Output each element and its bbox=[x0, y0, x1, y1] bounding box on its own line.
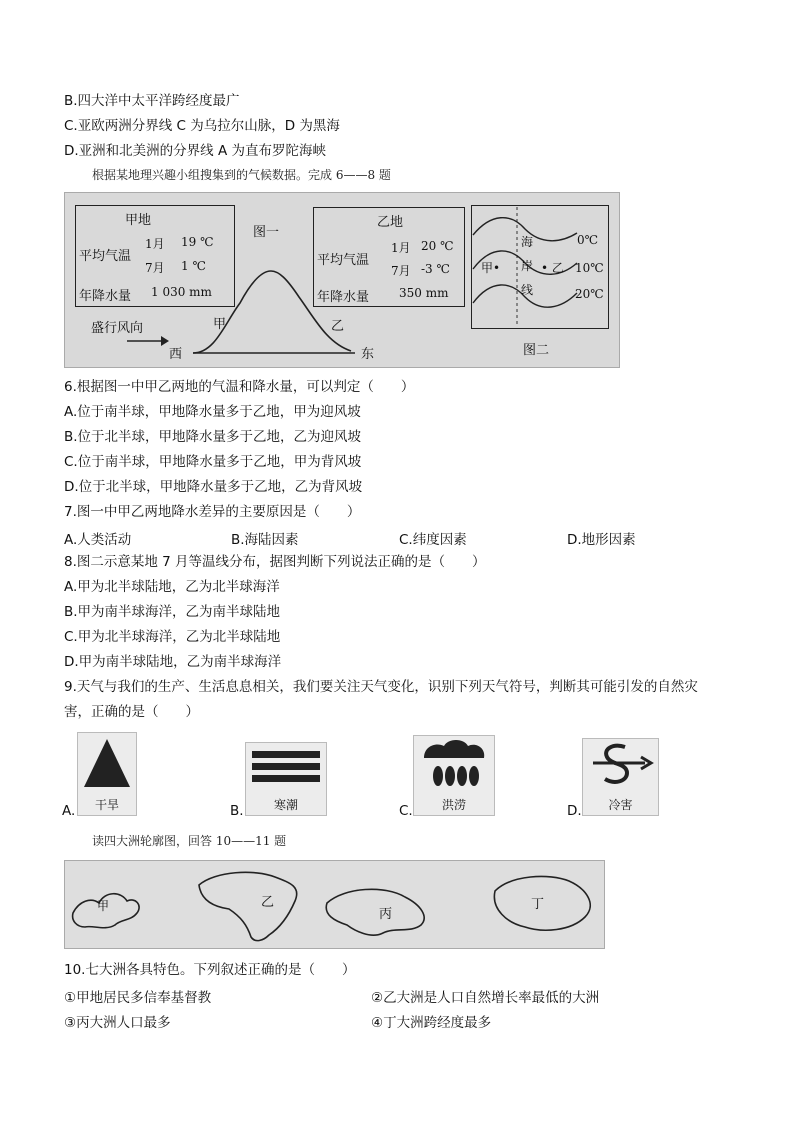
continent-outline-map bbox=[64, 860, 605, 949]
mountain-profile bbox=[65, 193, 475, 367]
jia-avg-temp-label: 平均气温 bbox=[79, 249, 132, 264]
yi-jul-label: 7月 bbox=[391, 264, 411, 278]
flood-rain-icon bbox=[414, 736, 494, 792]
cold-wave-bars-icon bbox=[246, 743, 326, 789]
q9-symbol-b-label: 寒潮 bbox=[273, 798, 298, 812]
q8-option-d: D.甲为南半球陆地，乙为南半球海洋 bbox=[64, 654, 282, 670]
yi-jul-temp: -3 ℃ bbox=[421, 262, 450, 276]
fig2-yi: • 乙 bbox=[541, 261, 564, 275]
isotherm-20: 20℃ bbox=[575, 287, 604, 301]
figure1-title: 图一 bbox=[253, 225, 280, 240]
yi-rain-label: 年降水量 bbox=[317, 290, 370, 305]
east-label: 东 bbox=[361, 347, 375, 362]
continent-outlines bbox=[65, 861, 604, 948]
option-d-asia-na: D.亚洲和北美洲的分界线 A 为直布罗陀海峡 bbox=[64, 143, 327, 159]
yi-jan-temp: 20 ℃ bbox=[421, 239, 454, 253]
jia-jan-label: 1月 bbox=[145, 237, 165, 251]
climate-figure bbox=[64, 192, 620, 368]
q6-option-d: D.位于北半球，甲地降水量多于乙地，乙为背风坡 bbox=[64, 479, 363, 495]
caption-10-11: 读四大洲轮廓图，回答 10——11 题 bbox=[92, 834, 287, 848]
coast-char-1: 海 bbox=[521, 235, 534, 249]
coast-char-3: 线 bbox=[521, 283, 534, 297]
q9-symbol-a-label: 干旱 bbox=[94, 798, 119, 812]
map-label-ding: 丁 bbox=[531, 897, 545, 912]
q7-option-d: D.地形因素 bbox=[567, 532, 636, 548]
q9-option-d: D. bbox=[567, 803, 582, 819]
drought-triangle-icon bbox=[78, 733, 136, 793]
jia-jul-temp: 1 ℃ bbox=[181, 259, 206, 273]
q6-option-a: A.位于南半球，甲地降水量多于乙地，甲为迎风坡 bbox=[64, 404, 361, 420]
jia-rain-value: 1 030 mm bbox=[151, 285, 212, 299]
option-c-europe-asia: C.亚欧两洲分界线 C 为乌拉尔山脉，D 为黑海 bbox=[64, 118, 340, 134]
jia-slope-label: 甲 bbox=[213, 317, 227, 332]
jia-jul-label: 7月 bbox=[145, 261, 165, 275]
q9-stem-line2: 害，正确的是（ ） bbox=[64, 704, 199, 720]
map-label-jia: 甲 bbox=[97, 899, 110, 913]
yi-jan-label: 1月 bbox=[391, 241, 411, 255]
q10-option-2: ②乙大洲是人口自然增长率最低的大洲 bbox=[371, 990, 600, 1006]
yi-title: 乙地 bbox=[377, 215, 404, 230]
q8-option-a: A.甲为北半球陆地，乙为北半球海洋 bbox=[64, 579, 280, 595]
q6-option-c: C.位于南半球，甲地降水量多于乙地，甲为背风坡 bbox=[64, 454, 362, 470]
q7-option-a: A.人类活动 bbox=[64, 532, 132, 548]
yi-rain-value: 350 mm bbox=[399, 286, 449, 300]
jia-rain-label: 年降水量 bbox=[79, 289, 132, 304]
q9-option-b: B. bbox=[230, 803, 244, 819]
yi-slope-label: 乙 bbox=[331, 319, 345, 334]
map-label-bing: 丙 bbox=[379, 907, 393, 922]
q9-stem-line1: 9.天气与我们的生产、生活息息相关，我们要关注天气变化，识别下列天气符号，判断其可能引发的自然灾 bbox=[64, 679, 698, 695]
map-label-yi: 乙 bbox=[261, 895, 275, 910]
coast-char-2: 岸 bbox=[521, 259, 534, 273]
q8-stem: 8.图二示意某地 7 月等温线分布，据图判断下列说法正确的是（ ） bbox=[64, 554, 486, 570]
yi-avg-temp-label: 平均气温 bbox=[317, 253, 370, 268]
q10-stem: 10.七大洲各具特色。下列叙述正确的是（ ） bbox=[64, 962, 356, 978]
isotherm-0: 0℃ bbox=[577, 233, 599, 247]
figure2-title: 图二 bbox=[523, 343, 550, 358]
q9-option-c: C. bbox=[399, 803, 413, 819]
fig2-jia: 甲• bbox=[481, 261, 501, 275]
q9-symbol-d bbox=[582, 738, 659, 816]
q10-option-4: ④丁大洲跨经度最多 bbox=[371, 1015, 492, 1031]
west-label: 西 bbox=[169, 347, 183, 362]
q6-option-b: B.位于北半球，甲地降水量多于乙地，乙为迎风坡 bbox=[64, 429, 362, 445]
q6-stem: 6.根据图一中甲乙两地的气温和降水量，可以判定（ ） bbox=[64, 379, 415, 395]
q9-symbol-b bbox=[245, 742, 327, 816]
q9-symbol-d-label: 冷害 bbox=[608, 798, 633, 812]
q10-option-3: ③丙大洲人口最多 bbox=[64, 1015, 171, 1031]
q10-option-1: ①甲地居民多信奉基督教 bbox=[64, 990, 212, 1006]
caption-6-8: 根据某地理兴趣小组搜集到的气候数据。完成 6——8 题 bbox=[92, 168, 391, 182]
q9-symbol-c-label: 洪涝 bbox=[441, 798, 466, 812]
q8-option-b: B.甲为南半球海洋，乙为南半球陆地 bbox=[64, 604, 281, 620]
q9-symbol-c bbox=[413, 735, 495, 816]
cold-damage-s-arrow-icon bbox=[583, 739, 658, 791]
q9-symbol-a bbox=[77, 732, 137, 816]
jia-title: 甲地 bbox=[125, 213, 152, 228]
wind-label: 盛行风向 bbox=[91, 321, 144, 336]
q7-option-c: C.纬度因素 bbox=[399, 532, 467, 548]
q7-stem: 7.图一中甲乙两地降水差异的主要原因是（ ） bbox=[64, 504, 361, 520]
q7-option-b: B.海陆因素 bbox=[231, 532, 299, 548]
jia-jan-temp: 19 ℃ bbox=[181, 235, 214, 249]
q8-option-c: C.甲为北半球海洋，乙为北半球陆地 bbox=[64, 629, 281, 645]
q9-option-a: A. bbox=[62, 803, 76, 819]
option-b-pacific: B.四大洋中太平洋跨经度最广 bbox=[64, 93, 240, 109]
isotherm-10: 10℃ bbox=[575, 261, 604, 275]
